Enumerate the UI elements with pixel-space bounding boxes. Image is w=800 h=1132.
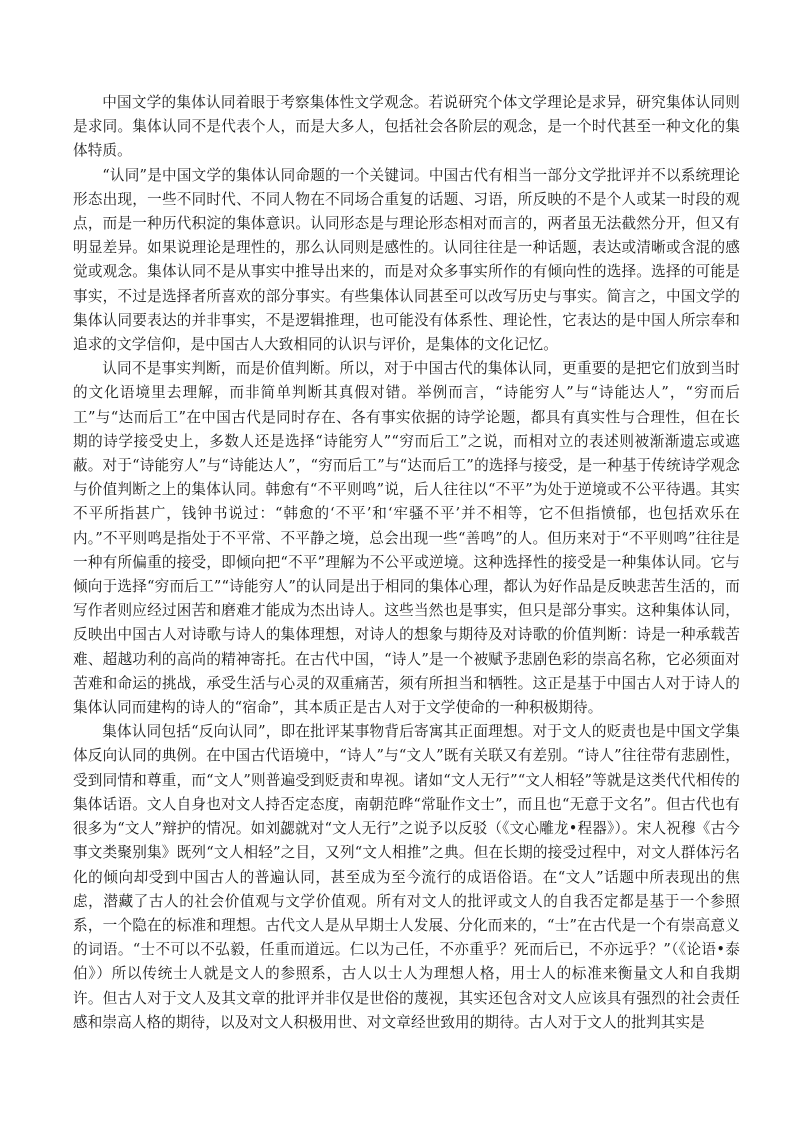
paragraph-2: “认同”是中国文学的集体认同命题的一个关键词。中国古代有相当一部分文学批评并不以系统理论形态出现，一些不同时代、不同人物在不同场合重复的话题、习语，所反映的不是个人或某一时段的观点，而是一种历代积淀的集体意识。认同形态是与理论形态相对而言的，两者虽无法截然分开，但又有明显差异。如果说理论是理性的，那么认同则是感性的。认同往往是一种话题，表达或清晰或含混的感觉或观念。集体认同不是从事实中推导出来的，而是对众多事实所作的有倾向性的选择。选择的可能是事实，不过是选择者所喜欢的部分事实。有些集体认同甚至可以改写历史与事实。简言之，中国文学的集体认同要表达的并非事实，不是逻辑推理，也可能没有体系性、理论性，它表达的是中国人所宗奉和追求的文学信仰，是中国古人大致相同的认识与评价，是集体的文化记忆。 bbox=[73, 166, 740, 354]
paragraph-1: 中国文学的集体认同着眼于考察集体性文学观念。若说研究个体文学理论是求异，研究集体认同则是求同。集体认同不是代表个人，而是大多人，包括社会各阶层的观念，是一个时代甚至一种文化的集体特质。 bbox=[73, 94, 740, 160]
paragraph-3: 认同不是事实判断，而是价值判断。所以，对于中国古代的集体认同，更重要的是把它们放到当时的文化语境里去理解，而非简单判断其真假对错。举例而言，“诗能穷人”与“诗能达人”，“穷而后工”与“达而后工”在中国古代是同时存在、各有事实依据的诗学论题，都具有真实性与合理性，但在长期的诗学接受史上，多数人还是选择“诗能穷人”“穷而后工”之说，而相对立的表述则被渐渐遗忘或遮蔽。对于“诗能穷人”与“诗能达人”，“穷而后工”与“达而后工”的选择与接受，是一种基于传统诗学观念与价值判断之上的集体认同。韩愈有“不平则鸣”说，后人往往以“不平”为处于逆境或不公平待遇。其实不平所指甚广，钱钟书说过：“韩愈的‘不平’和‘牢骚不平’并不相等，它不但指愤郁，也包括欢乐在内。”不平则鸣是指处于不平常、不平静之境，总会出现一些“善鸣”的人。但历来对于“不平则鸣”往往是一种有所偏重的接受，即倾向把“不平”理解为不公平或逆境。这种选择性的接受是一种集体认同。它与倾向于选择“穷而后工”“诗能穷人”的认同是出于相同的集体心理，都认为好作品是反映悲苦生活的，而写作者则应经过困苦和磨难才能成为杰出诗人。这些当然也是事实，但只是部分事实。这种集体认同，反映出中国古人对诗歌与诗人的集体理想，对诗人的想象与期待及对诗歌的价值判断：诗是一种承载苦难、超越功利的高尚的精神寄托。在古代中国，“诗人”是一个被赋予悲剧色彩的崇高名称，它必须面对苦难和命运的挑战，承受生活与心灵的双重痛苦，须有所担当和牺牲。这正是基于中国古人对于诗人的集体认同而建构的诗人的“宿命”，其本质正是古人对于文学使命的一种积极期待。 bbox=[73, 360, 740, 717]
paragraph-4: 集体认同包括“反向认同”，即在批评某事物背后寄寓其正面理想。对于文人的贬责也是中国文学集体反向认同的典例。在中国古代语境中，“诗人”与“文人”既有关联又有差别。“诗人”往往带有悲剧性，受到同情和尊重，而“文人”则普遍受到贬责和卑视。诸如“文人无行”“文人相轻”等就是这类代代相传的集体话语。文人自身也对文人持否定态度，南朝范晔“常耻作文士”，而且也“无意于文名”。但古代也有很多为“文人”辩护的情况。如刘勰就对“文人无行”之说予以反驳（《文心雕龙•程器》）。宋人祝穆《古今事文类聚别集》既列“文人相轻”之目，又列“文人相推”之典。但在长期的接受过程中，对文人群体污名化的倾向却受到中国古人的普遍认同，甚至成为至今流行的成语俗语。在“文人”话题中所表现出的焦虑，潜藏了古人的社会价值观与文学价值观。所有对文人的批评或文人的自我否定都是基于一个参照系，一个隐在的标准和理想。古代文人是从早期士人发展、分化而来的，“士”在古代是一个有崇高意义的词语。“士不可以不弘毅，任重而道远。仁以为己任，不亦重乎？死而后已，不亦远乎？”（《论语•泰伯》）所以传统士人就是文人的参照系，古人以士人为理想人格，用士人的标准来衡量文人和自我期许。但古人对于文人及其文章的批评并非仅是世俗的蔑视，其实还包含对文人应该具有强烈的社会责任感和崇高人格的期待，以及对文人积极用世、对文章经世致用的期待。古人对于文人的批判其实是 bbox=[73, 723, 740, 1031]
document-body bbox=[73, 91, 740, 1035]
